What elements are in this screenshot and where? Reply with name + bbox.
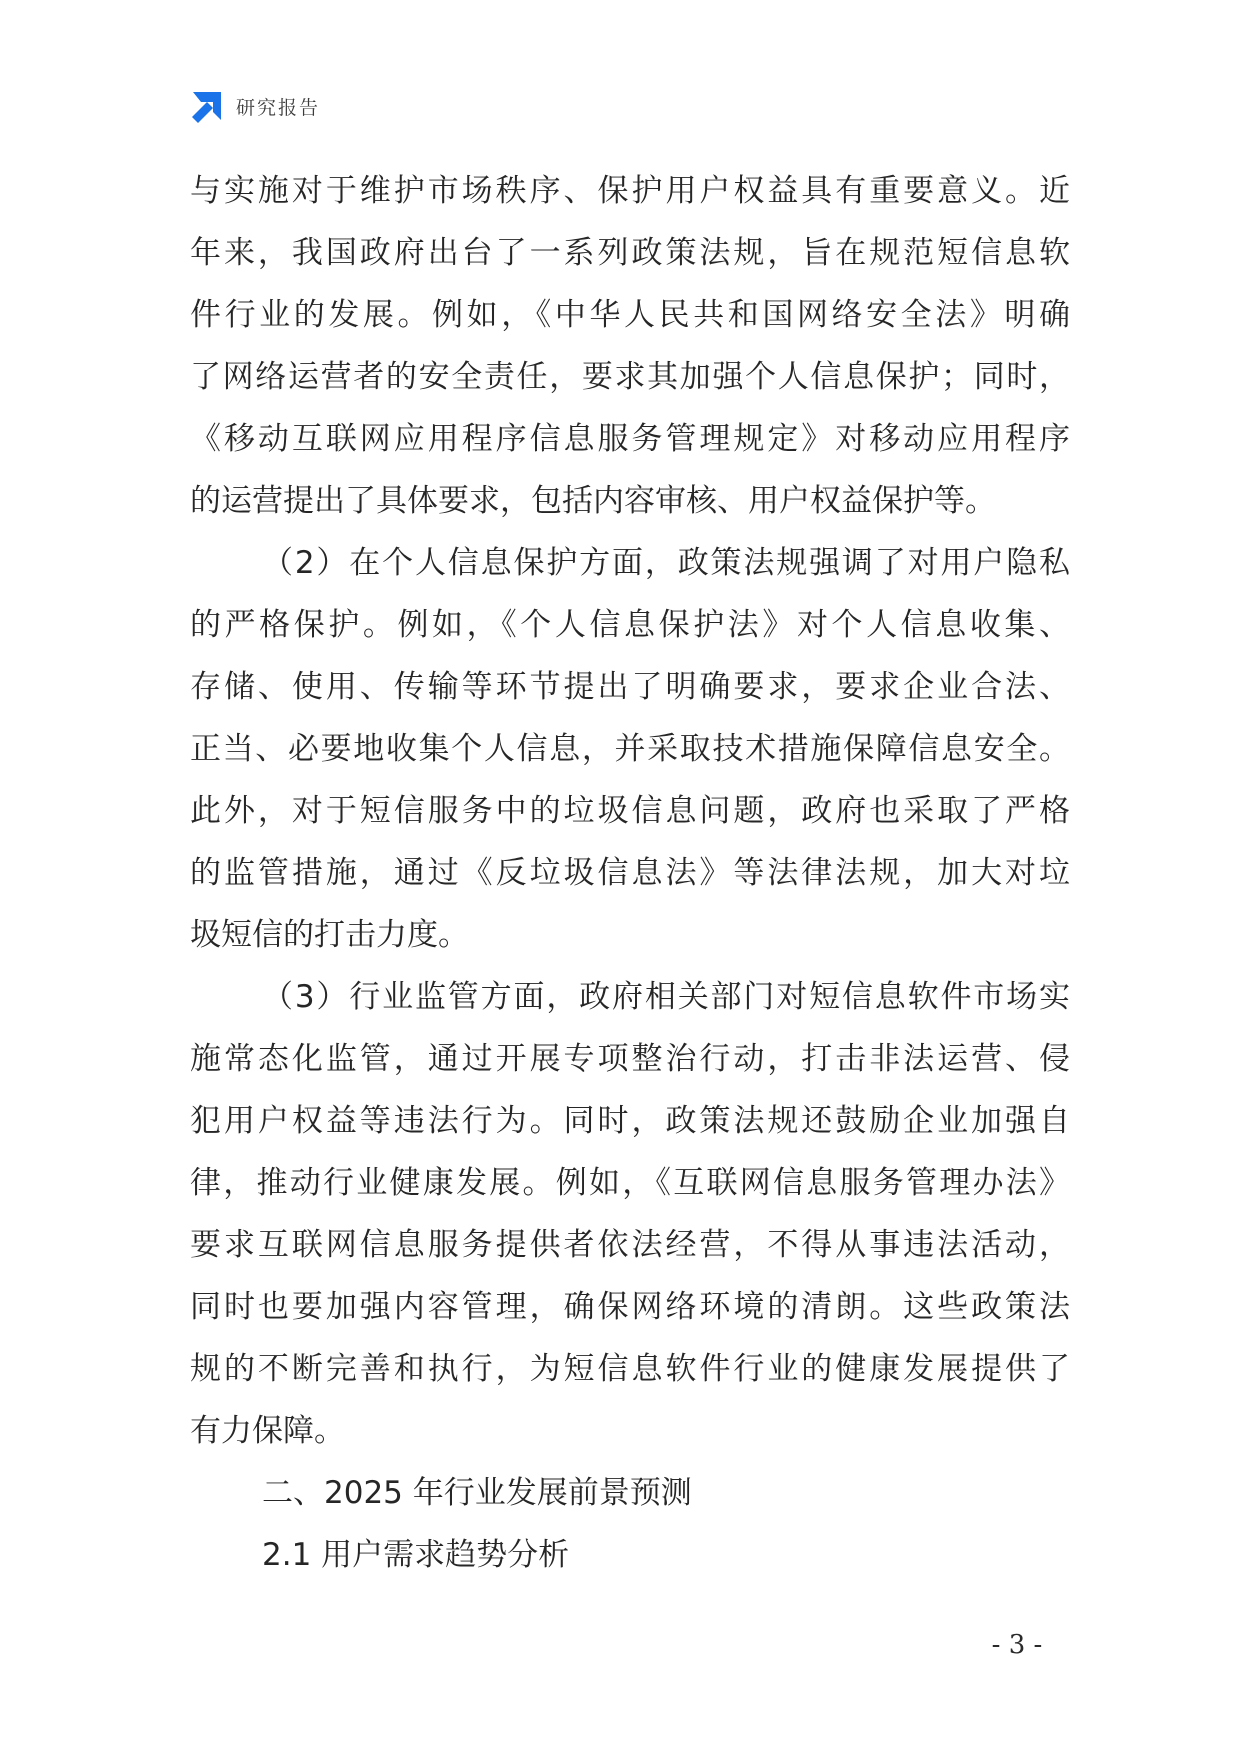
header-title: 研究报告	[236, 96, 321, 119]
body-line: 了网络运营者的安全责任，要求其加强个人信息保护；同时，	[190, 359, 1070, 395]
body-line: 施常态化监管，通过开展专项整治行动，打击非法运营、侵	[190, 1041, 1070, 1077]
body-line: 的严格保护。例如，《个人信息保护法》对个人信息收集、	[190, 607, 1070, 643]
body-line: 圾短信的打击力度。	[190, 917, 469, 953]
document-body	[190, 160, 1070, 1586]
body-line: 规的不断完善和执行，为短信息软件行业的健康发展提供了	[190, 1351, 1070, 1387]
body-line: 的运营提出了具体要求，包括内容审核、用户权益保护等。	[190, 483, 996, 519]
body-line: 律，推动行业健康发展。例如，《互联网信息服务管理办法》	[190, 1165, 1070, 1201]
body-line: 同时也要加强内容管理，确保网络环境的清朗。这些政策法	[190, 1289, 1070, 1325]
page-header	[190, 88, 320, 124]
body-line: 此外，对于短信服务中的垃圾信息问题，政府也采取了严格	[190, 793, 1070, 829]
body-line: 件行业的发展。例如，《中华人民共和国网络安全法》明确	[190, 297, 1070, 333]
body-line: 《移动互联网应用程序信息服务管理规定》对移动应用程序	[190, 421, 1070, 457]
body-line: （2）在个人信息保护方面，政策法规强调了对用户隐私	[262, 545, 1070, 581]
body-line: （3）行业监管方面，政府相关部门对短信息软件市场实	[262, 979, 1070, 1015]
body-line: 年来，我国政府出台了一系列政策法规，旨在规范短信息软	[190, 235, 1070, 271]
body-line: 要求互联网信息服务提供者依法经营，不得从事违法活动，	[190, 1227, 1070, 1263]
body-line: 有力保障。	[190, 1413, 345, 1449]
subsection-heading: 2.1 用户需求趋势分析	[262, 1537, 570, 1573]
body-line: 正当、必要地收集个人信息，并采取技术措施保障信息安全。	[190, 731, 1070, 767]
body-line: 的监管措施，通过《反垃圾信息法》等法律法规，加大对垃	[190, 855, 1070, 891]
body-line: 与实施对于维护市场秩序、保护用户权益具有重要意义。近	[190, 173, 1070, 209]
page-number: - 3 -	[991, 1630, 1043, 1660]
section-heading: 二、2025 年行业发展前景预测	[262, 1475, 692, 1511]
body-line: 存储、使用、传输等环节提出了明确要求，要求企业合法、	[190, 669, 1070, 705]
body-line: 犯用户权益等违法行为。同时，政策法规还鼓励企业加强自	[190, 1103, 1070, 1139]
arrow-up-right-icon	[190, 89, 224, 123]
